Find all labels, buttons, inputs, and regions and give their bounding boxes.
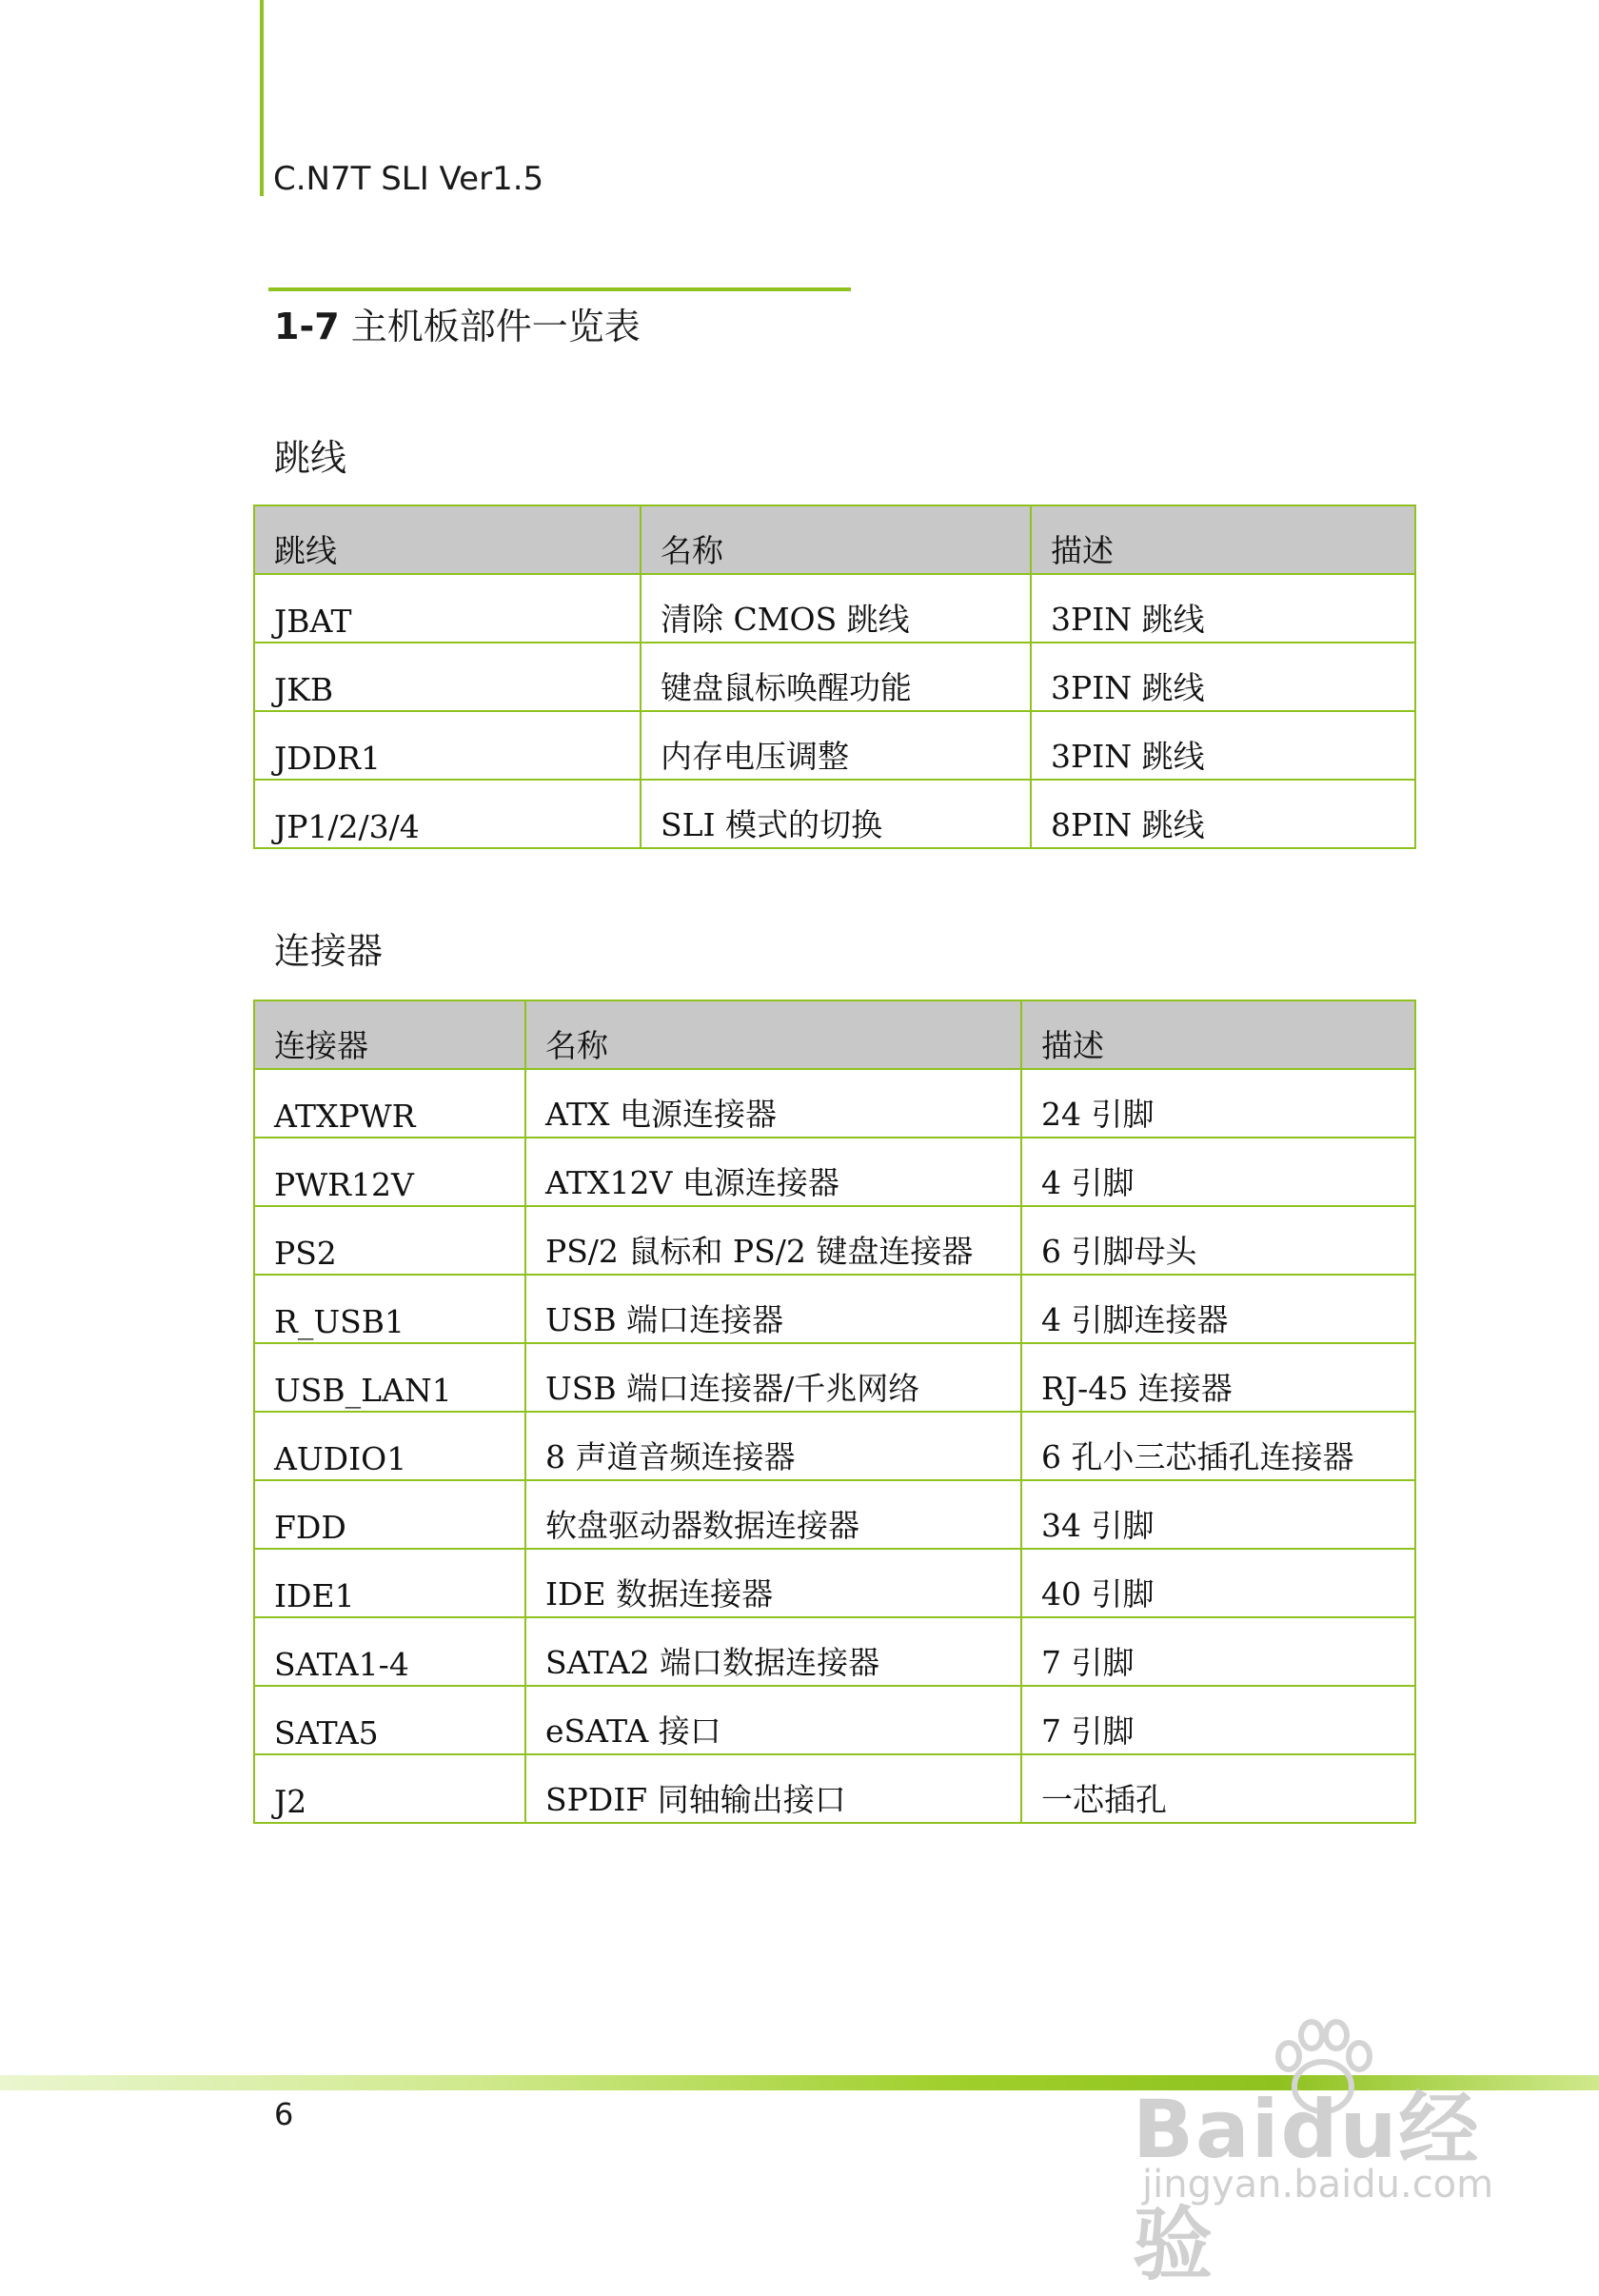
connector-name: ATX12V 电源连接器 bbox=[525, 1138, 1021, 1206]
page-number: 6 bbox=[274, 2096, 294, 2132]
connector-desc: 34 引脚 bbox=[1021, 1480, 1415, 1549]
connector-desc: RJ-45 连接器 bbox=[1021, 1343, 1415, 1412]
connector-id: ATXPWR bbox=[254, 1069, 525, 1138]
connector-desc: 6 孔小三芯插孔连接器 bbox=[1021, 1412, 1415, 1480]
connector-desc: 7 引脚 bbox=[1021, 1686, 1415, 1754]
connector-name: eSATA 接口 bbox=[525, 1686, 1021, 1754]
table-header-row bbox=[254, 1000, 1415, 1069]
column-header: 描述 bbox=[1031, 505, 1415, 574]
connector-desc: 4 引脚连接器 bbox=[1021, 1275, 1415, 1343]
connector-name: USB 端口连接器/千兆网络 bbox=[525, 1343, 1021, 1412]
table-row bbox=[254, 643, 1415, 711]
connector-id: SATA5 bbox=[254, 1686, 525, 1754]
jumpers-table bbox=[253, 505, 1416, 849]
section-title-rule bbox=[268, 287, 851, 291]
connector-name: SPDIF 同轴输出接口 bbox=[525, 1754, 1021, 1823]
table-row bbox=[254, 1138, 1415, 1206]
connectors-table bbox=[253, 1000, 1416, 1824]
jumper-id: JKB bbox=[254, 643, 641, 711]
connector-name: ATX 电源连接器 bbox=[525, 1069, 1021, 1138]
table-row bbox=[254, 1412, 1415, 1480]
table-row bbox=[254, 1275, 1415, 1343]
jumper-desc: 8PIN 跳线 bbox=[1031, 780, 1415, 848]
jumper-name: 清除 CMOS 跳线 bbox=[641, 574, 1031, 643]
section-title-text: 主机板部件一览表 bbox=[350, 306, 641, 347]
column-header: 名称 bbox=[525, 1000, 1021, 1069]
section-title bbox=[274, 297, 641, 349]
connector-desc: 4 引脚 bbox=[1021, 1138, 1415, 1206]
connector-id: R_USB1 bbox=[254, 1275, 525, 1343]
connector-name: USB 端口连接器 bbox=[525, 1275, 1021, 1343]
connector-desc: 一芯插孔 bbox=[1021, 1754, 1415, 1823]
column-header: 跳线 bbox=[254, 505, 641, 574]
connector-desc: 6 引脚母头 bbox=[1021, 1206, 1415, 1275]
connector-id: J2 bbox=[254, 1754, 525, 1823]
table-row bbox=[254, 1686, 1415, 1754]
connector-name: IDE 数据连接器 bbox=[525, 1549, 1021, 1617]
jumper-name: 内存电压调整 bbox=[641, 711, 1031, 780]
watermark bbox=[1133, 2018, 1532, 2291]
connectors-heading: 连接器 bbox=[274, 930, 384, 972]
jumper-desc: 3PIN 跳线 bbox=[1031, 574, 1415, 643]
jumper-desc: 3PIN 跳线 bbox=[1031, 643, 1415, 711]
column-header: 描述 bbox=[1021, 1000, 1415, 1069]
jumper-desc: 3PIN 跳线 bbox=[1031, 711, 1415, 780]
jumper-id: JP1/2/3/4 bbox=[254, 780, 641, 848]
jumper-id: JBAT bbox=[254, 574, 641, 643]
connector-name: SATA2 端口数据连接器 bbox=[525, 1617, 1021, 1686]
column-header: 名称 bbox=[641, 505, 1031, 574]
connector-name: 8 声道音频连接器 bbox=[525, 1412, 1021, 1480]
table-row bbox=[254, 1343, 1415, 1412]
header-accent-line bbox=[260, 0, 264, 196]
connector-desc: 40 引脚 bbox=[1021, 1549, 1415, 1617]
jumper-id: JDDR1 bbox=[254, 711, 641, 780]
connector-id: AUDIO1 bbox=[254, 1412, 525, 1480]
connector-id: SATA1-4 bbox=[254, 1617, 525, 1686]
connector-name: 软盘驱动器数据连接器 bbox=[525, 1480, 1021, 1549]
table-row bbox=[254, 711, 1415, 780]
table-row bbox=[254, 780, 1415, 848]
jumper-name: SLI 模式的切换 bbox=[641, 780, 1031, 848]
table-row bbox=[254, 1617, 1415, 1686]
connector-id: PWR12V bbox=[254, 1138, 525, 1206]
table-row bbox=[254, 1754, 1415, 1823]
table-row bbox=[254, 1206, 1415, 1275]
section-number: 1-7 bbox=[274, 306, 340, 347]
table-row bbox=[254, 574, 1415, 643]
table-row bbox=[254, 1069, 1415, 1138]
document-title: C.N7T SLI Ver1.5 bbox=[273, 160, 544, 198]
connector-desc: 24 引脚 bbox=[1021, 1069, 1415, 1138]
jumpers-heading: 跳线 bbox=[274, 437, 347, 479]
column-header: 连接器 bbox=[254, 1000, 525, 1069]
connector-id: IDE1 bbox=[254, 1549, 525, 1617]
connector-id: FDD bbox=[254, 1480, 525, 1549]
watermark-brand: Baidu经验 bbox=[1133, 2083, 1481, 2291]
table-row bbox=[254, 1480, 1415, 1549]
connector-id: PS2 bbox=[254, 1206, 525, 1275]
table-row bbox=[254, 1549, 1415, 1617]
table-header-row bbox=[254, 505, 1415, 574]
connector-name: PS/2 鼠标和 PS/2 键盘连接器 bbox=[525, 1206, 1021, 1275]
connector-desc: 7 引脚 bbox=[1021, 1617, 1415, 1686]
jumper-name: 键盘鼠标唤醒功能 bbox=[641, 643, 1031, 711]
connector-id: USB_LAN1 bbox=[254, 1343, 525, 1412]
watermark-site: jingyan.baidu.com bbox=[1142, 2163, 1494, 2207]
